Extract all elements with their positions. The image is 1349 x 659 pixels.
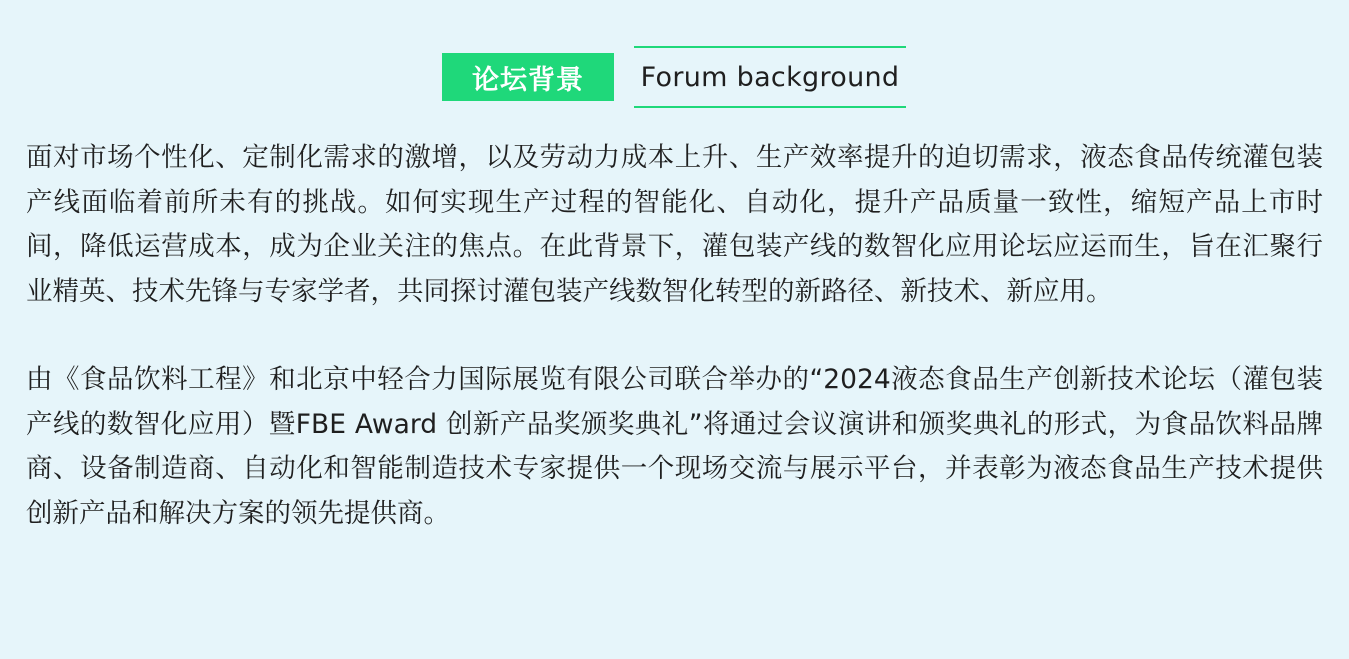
body-paragraph-2: 由《食品饮料工程》和北京中轻合力国际展览有限公司联合举办的“2024液态食品生产创新技术论坛（灌包装产线的数智化应用）暨FBE Award 创新产品奖颁奖典礼”将通过会议演讲和颁奖典礼的形式，为食品饮料品牌商、设备制造商、自动化和智能制造技术专家提供一个现场交流与展示平台，并表彰为液态食品生产技术提供创新产品和解决方案的领先提供商。: [26, 364, 1323, 529]
body-paragraph-1: 面对市场个性化、定制化需求的激增，以及劳动力成本上升、生产效率提升的迫切需求，液态食品传统灌包装产线面临着前所未有的挑战。如何实现生产过程的智能化、自动化，提升产品质量一致性，缩短产品上市时间，降低运营成本，成为企业关注的焦点。在此背景下，灌包装产线的数智化应用论坛应运而生，旨在汇聚行业精英、技术先锋与专家学者，共同探讨灌包装产线数智化转型的新路径、新技术、新应用。: [26, 142, 1323, 307]
section-body: [26, 136, 1323, 536]
section-title-english: Forum background: [634, 46, 906, 108]
section-header: [442, 46, 906, 108]
section-title-chinese: 论坛背景: [442, 53, 614, 101]
